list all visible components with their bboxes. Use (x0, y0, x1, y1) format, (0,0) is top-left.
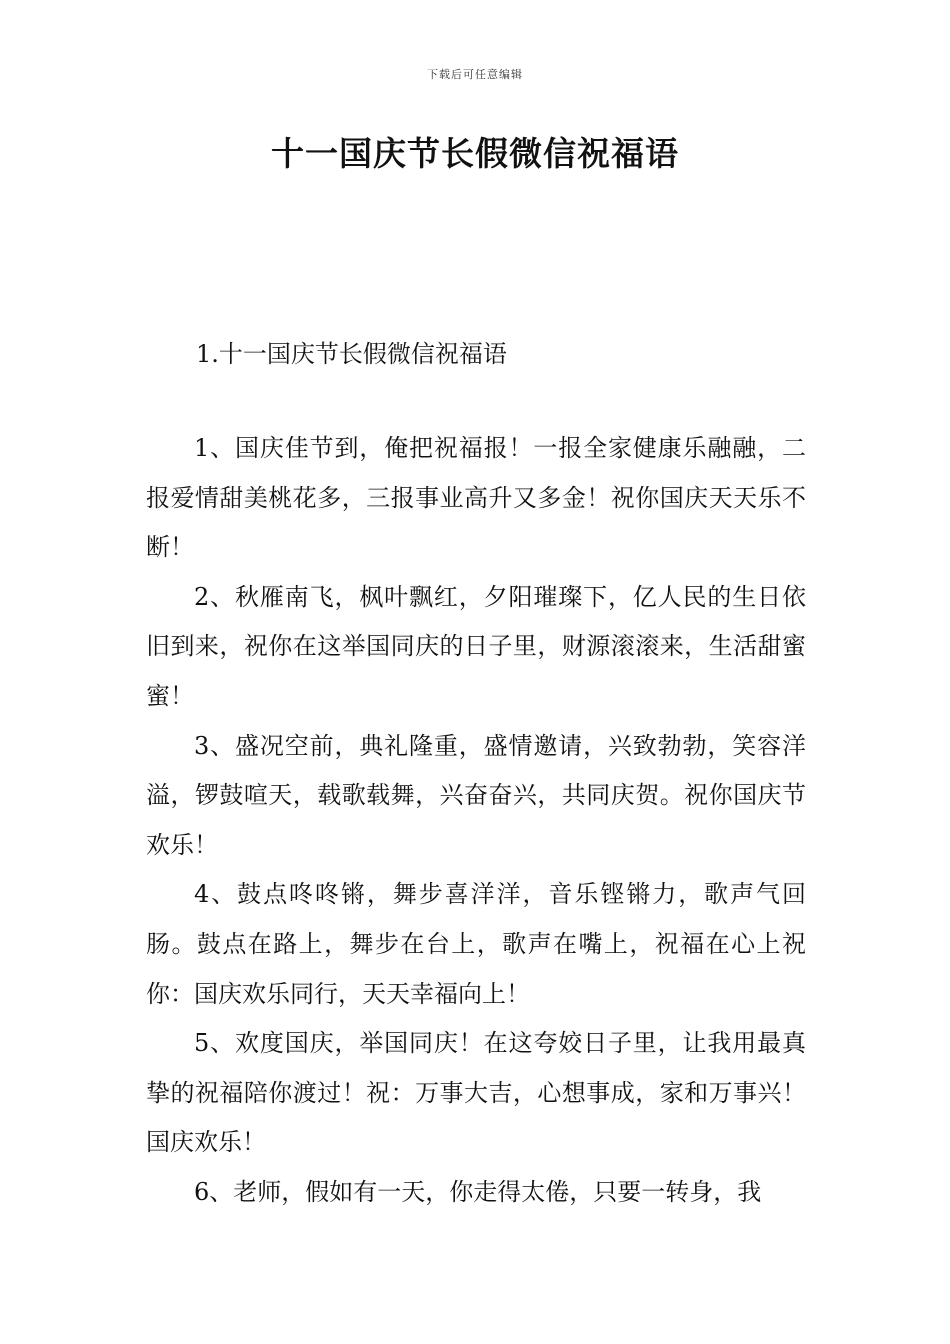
header-note: 下载后可任意编辑 (427, 68, 523, 81)
paragraph-3: 3、盛况空前，典礼隆重，盛情邀请，兴致勃勃，笑容洋溢，锣鼓喧天，载歌载舞，兴奋奋兴，共同庆贺。祝你国庆节欢乐！ (146, 731, 806, 859)
paragraph-4: 4、鼓点咚咚锵，舞步喜洋洋，音乐铿锵力，歌声气回肠。鼓点在路上，舞步在台上，歌声在嘴上，祝福在心上祝你：国庆欢乐同行，天天幸福向上！ (146, 880, 806, 1008)
paragraph-1: 1、国庆佳节到，俺把祝福报！一报全家健康乐融融，二报爱情甜美桃花多，三报事业高升又多金！祝你国庆天天乐不断！ (146, 434, 806, 562)
paragraph-2: 2、秋雁南飞，枫叶飘红，夕阳璀璨下，亿人民的生日依旧到来，祝你在这举国同庆的日子里，财源滚滚来，生活甜蜜蜜！ (146, 582, 806, 710)
document-body (146, 424, 806, 1218)
section-heading: 1.十一国庆节长假微信祝福语 (196, 340, 507, 368)
paragraph-5: 5、欢度国庆，举国同庆！在这夸姣日子里，让我用最真挚的祝福陪你渡过！祝：万事大吉，心想事成，家和万事兴！国庆欢乐！ (146, 1029, 806, 1157)
document-title: 十一国庆节长假微信祝福语 (271, 134, 679, 173)
paragraph-6: 6、老师，假如有一天，你走得太倦，只要一转身，我 (194, 1177, 762, 1206)
